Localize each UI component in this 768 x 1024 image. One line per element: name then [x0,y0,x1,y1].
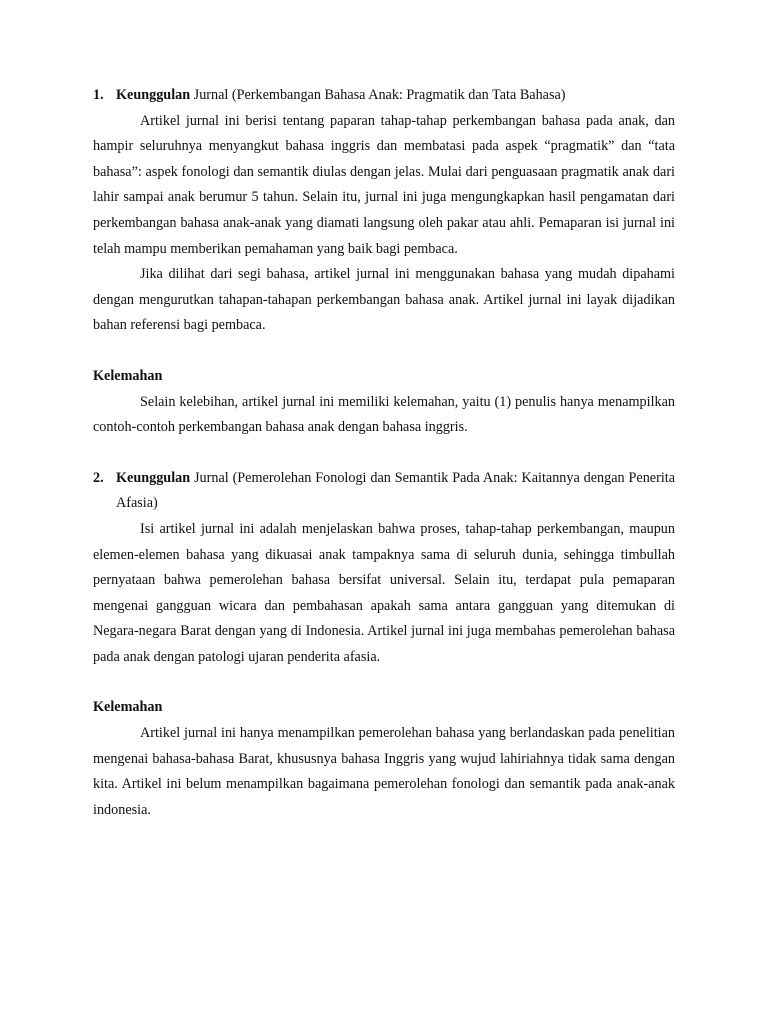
document-page [93,83,675,823]
section-2-number: 2. [93,469,104,486]
section-1-number: 1. [93,87,104,103]
section-2-title: Jurnal (Pemerolehan Fonologi dan Semantik Pada Anak: Kaitannya dengan Penerita Afasia) [116,469,675,512]
section-1 [93,83,675,441]
section-1-heading [93,83,675,109]
section-2-weakness-title: Kelemahan [93,699,163,716]
section-2 [93,466,675,824]
section-1-paragraph-2: Jika dilihat dari segi bahasa, artikel jurnal ini menggunakan bahasa yang mudah dipahami dengan mengurutkan tahapan-tahapan perkembangan bahasa anak. Artikel jurnal ini layak dijadikan bahan referensi bagi pembaca. [93,266,675,334]
section-spacer [93,441,675,466]
section-2-keyword: Keunggulan [116,469,191,486]
section-1-title: Jurnal (Perkembangan Bahasa Anak: Pragmatik dan Tata Bahasa) [190,87,566,103]
section-1-keyword: Keunggulan [116,87,191,103]
section-2-heading [93,466,675,517]
section-1-paragraph-1: Artikel jurnal ini berisi tentang paparan tahap-tahap perkembangan bahasa pada anak, dan hampir seluruhnya menyangkut bahasa inggris dan membatasi pada aspek “pragmatik” dan “tata bahasa”: aspek fonologi dan semantik diulas dengan jelas. Mulai dari penguasaan pragmatik anak dari lahir sampai anak berumur 5 tahun. Selain itu, jurnal ini juga mengungkapkan hasil pengamatan dari perkembangan bahasa anak-anak yang diamati langsung oleh pakar atau ahli. Pemaparan isi jurnal ini telah mampu memberikan pemahaman yang baik bagi pembaca. [93,112,675,257]
section-2-paragraph-1: Isi artikel jurnal ini adalah menjelaskan bahwa proses, tahap-tahap perkembangan, maupun elemen-elemen bahasa yang dikuasai anak tampaknya sama di seluruh dunia, sehingga timbullah pernyataan bahwa pemerolehan bahasa bersifat universal. Selain itu, terdapat pula pemaparan mengenai gangguan wicara dan pembahasan apakah sama antara gangguan yang ditemukan di Negara-negara Barat dengan yang di Indonesia. Artikel jurnal ini juga membahas pemerolehan bahasa pada anak dengan patologi ujaran penderita afasia. [93,520,675,665]
section-1-weakness-paragraph: Selain kelebihan, artikel jurnal ini memiliki kelemahan, yaitu (1) penulis hanya menampilkan contoh-contoh perkembangan bahasa anak dengan bahasa inggris. [93,393,675,436]
section-1-weakness-title: Kelemahan [93,367,163,384]
section-2-weakness-paragraph: Artikel jurnal ini hanya menampilkan pemerolehan bahasa yang berlandaskan pada penelitian mengenai bahasa-bahasa Barat, khususnya bahasa Inggris yang wujud lahiriahnya tidak sama dengan kita. Artikel ini belum menampilkan bagaimana pemerolehan fonologi dan semantik pada anak-anak indonesia. [93,725,675,818]
